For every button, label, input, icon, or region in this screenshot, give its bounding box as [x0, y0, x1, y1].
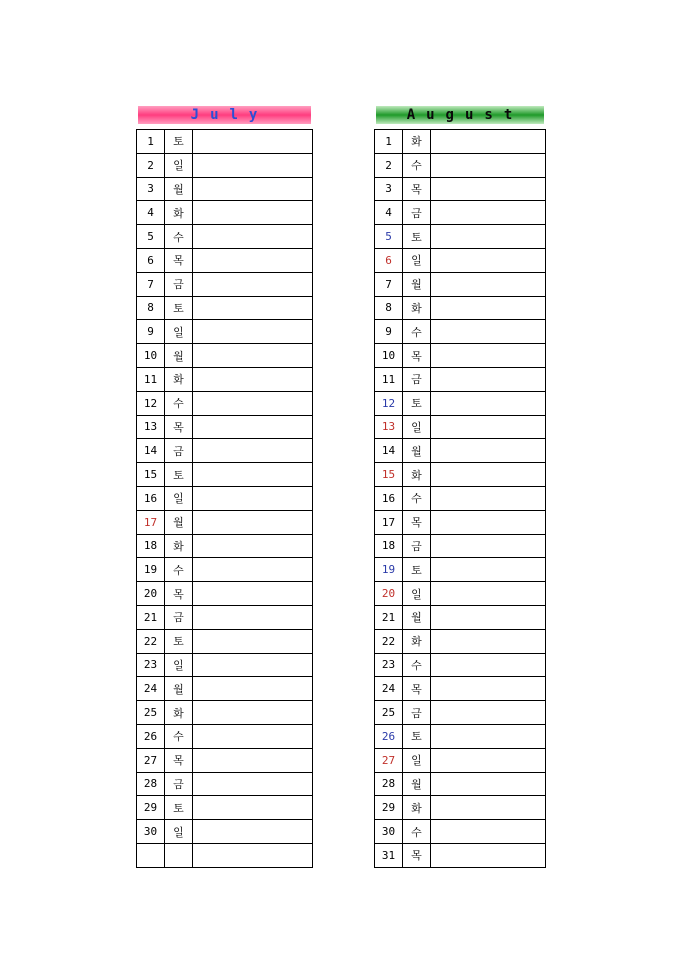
- august-table: [374, 129, 546, 868]
- weekday: 월: [403, 605, 431, 629]
- memo-cell[interactable]: [193, 272, 313, 296]
- date-number: 13: [137, 415, 165, 439]
- weekday: 금: [165, 439, 193, 463]
- memo-cell[interactable]: [431, 653, 546, 677]
- table-row: [375, 367, 546, 391]
- date-number: 18: [137, 534, 165, 558]
- memo-cell[interactable]: [193, 558, 313, 582]
- memo-cell[interactable]: [193, 463, 313, 487]
- weekday: 수: [403, 820, 431, 844]
- memo-cell[interactable]: [193, 439, 313, 463]
- memo-cell[interactable]: [193, 486, 313, 510]
- date-number: 15: [137, 463, 165, 487]
- july-calendar: [136, 106, 313, 868]
- weekday: 금: [165, 272, 193, 296]
- weekday: 월: [165, 344, 193, 368]
- memo-cell[interactable]: [431, 272, 546, 296]
- date-number: 29: [137, 796, 165, 820]
- date-number: 16: [375, 486, 403, 510]
- date-number: 5: [375, 225, 403, 249]
- table-row: [137, 153, 313, 177]
- date-number: 12: [137, 391, 165, 415]
- date-number: 22: [137, 629, 165, 653]
- weekday: [165, 843, 193, 867]
- table-row: [375, 415, 546, 439]
- table-row: [137, 748, 313, 772]
- date-number: 25: [375, 701, 403, 725]
- memo-cell[interactable]: [431, 843, 546, 867]
- date-number: 11: [375, 367, 403, 391]
- date-number: 21: [137, 605, 165, 629]
- table-row: [375, 582, 546, 606]
- weekday: 금: [403, 201, 431, 225]
- weekday: 월: [165, 510, 193, 534]
- table-row: [375, 510, 546, 534]
- table-row: [137, 296, 313, 320]
- table-row: [137, 677, 313, 701]
- memo-cell[interactable]: [431, 820, 546, 844]
- weekday: 금: [403, 701, 431, 725]
- memo-cell[interactable]: [431, 558, 546, 582]
- date-number: 22: [375, 629, 403, 653]
- weekday: 목: [403, 177, 431, 201]
- table-row: [375, 391, 546, 415]
- memo-cell[interactable]: [193, 130, 313, 154]
- date-number: 24: [137, 677, 165, 701]
- table-row: [137, 558, 313, 582]
- date-number: 27: [137, 748, 165, 772]
- weekday: 토: [165, 296, 193, 320]
- weekday: 일: [403, 748, 431, 772]
- weekday: 수: [165, 724, 193, 748]
- memo-cell[interactable]: [193, 843, 313, 867]
- memo-cell[interactable]: [193, 677, 313, 701]
- date-number: 13: [375, 415, 403, 439]
- table-row: [137, 653, 313, 677]
- table-row: [375, 701, 546, 725]
- weekday: 화: [403, 796, 431, 820]
- weekday: 토: [403, 724, 431, 748]
- memo-cell[interactable]: [431, 677, 546, 701]
- memo-cell[interactable]: [431, 320, 546, 344]
- table-row: [375, 772, 546, 796]
- table-row: [137, 843, 313, 867]
- table-row: [375, 677, 546, 701]
- table-row: [375, 248, 546, 272]
- date-number: 7: [375, 272, 403, 296]
- weekday: 월: [403, 439, 431, 463]
- weekday: 일: [165, 320, 193, 344]
- table-row: [375, 463, 546, 487]
- table-row: [375, 225, 546, 249]
- weekday: 목: [403, 344, 431, 368]
- date-number: 26: [137, 724, 165, 748]
- memo-cell[interactable]: [193, 367, 313, 391]
- weekday: 금: [403, 367, 431, 391]
- date-number: 6: [137, 248, 165, 272]
- weekday: 목: [165, 582, 193, 606]
- weekday: 수: [403, 153, 431, 177]
- memo-cell[interactable]: [431, 510, 546, 534]
- table-row: [137, 796, 313, 820]
- date-number: 14: [375, 439, 403, 463]
- table-row: [137, 629, 313, 653]
- table-row: [137, 701, 313, 725]
- date-number: 20: [137, 582, 165, 606]
- memo-cell[interactable]: [193, 796, 313, 820]
- memo-cell[interactable]: [431, 296, 546, 320]
- weekday: 일: [403, 248, 431, 272]
- august-header: August: [376, 106, 544, 124]
- table-row: [375, 796, 546, 820]
- table-row: [375, 201, 546, 225]
- date-number: 20: [375, 582, 403, 606]
- date-number: 28: [375, 772, 403, 796]
- date-number: 18: [375, 534, 403, 558]
- weekday: 토: [403, 391, 431, 415]
- date-number: 19: [137, 558, 165, 582]
- weekday: 월: [165, 177, 193, 201]
- memo-cell[interactable]: [431, 201, 546, 225]
- table-row: [375, 534, 546, 558]
- weekday: 수: [403, 320, 431, 344]
- memo-cell[interactable]: [431, 130, 546, 154]
- memo-cell[interactable]: [431, 796, 546, 820]
- table-row: [137, 605, 313, 629]
- date-number: 15: [375, 463, 403, 487]
- memo-cell[interactable]: [431, 582, 546, 606]
- weekday: 목: [165, 748, 193, 772]
- date-number: 4: [137, 201, 165, 225]
- weekday: 일: [165, 653, 193, 677]
- memo-cell[interactable]: [431, 225, 546, 249]
- date-number: 26: [375, 724, 403, 748]
- date-number: 2: [137, 153, 165, 177]
- date-number: 30: [375, 820, 403, 844]
- date-number: 6: [375, 248, 403, 272]
- date-number: 21: [375, 605, 403, 629]
- memo-cell[interactable]: [431, 439, 546, 463]
- weekday: 목: [403, 510, 431, 534]
- date-number: 16: [137, 486, 165, 510]
- table-row: [137, 534, 313, 558]
- memo-cell[interactable]: [193, 415, 313, 439]
- date-number: 12: [375, 391, 403, 415]
- weekday: 화: [403, 629, 431, 653]
- july-header: July: [138, 106, 311, 124]
- date-number: 10: [375, 344, 403, 368]
- date-number: 11: [137, 367, 165, 391]
- memo-cell[interactable]: [193, 510, 313, 534]
- weekday: 목: [403, 677, 431, 701]
- date-number: 27: [375, 748, 403, 772]
- table-row: [137, 415, 313, 439]
- table-row: [137, 486, 313, 510]
- weekday: 수: [403, 653, 431, 677]
- weekday: 목: [165, 248, 193, 272]
- table-row: [137, 177, 313, 201]
- weekday: 화: [165, 367, 193, 391]
- memo-cell[interactable]: [431, 629, 546, 653]
- memo-cell[interactable]: [431, 463, 546, 487]
- table-row: [137, 510, 313, 534]
- table-row: [137, 344, 313, 368]
- weekday: 화: [403, 130, 431, 154]
- date-number: 9: [137, 320, 165, 344]
- date-number: 28: [137, 772, 165, 796]
- memo-cell[interactable]: [193, 724, 313, 748]
- weekday: 화: [165, 534, 193, 558]
- date-number: 25: [137, 701, 165, 725]
- weekday: 일: [403, 582, 431, 606]
- memo-cell[interactable]: [193, 534, 313, 558]
- table-row: [375, 820, 546, 844]
- weekday: 목: [165, 415, 193, 439]
- weekday: 토: [165, 130, 193, 154]
- table-row: [375, 748, 546, 772]
- weekday: 수: [165, 225, 193, 249]
- table-row: [375, 130, 546, 154]
- weekday: 토: [403, 225, 431, 249]
- weekday: 일: [403, 415, 431, 439]
- table-row: [137, 130, 313, 154]
- date-number: 3: [137, 177, 165, 201]
- date-number: 5: [137, 225, 165, 249]
- memo-cell[interactable]: [193, 153, 313, 177]
- memo-cell[interactable]: [193, 320, 313, 344]
- date-number: 23: [137, 653, 165, 677]
- weekday: 일: [165, 820, 193, 844]
- memo-cell[interactable]: [431, 153, 546, 177]
- memo-cell[interactable]: [193, 225, 313, 249]
- weekday: 일: [165, 153, 193, 177]
- date-number: 8: [137, 296, 165, 320]
- memo-cell[interactable]: [193, 177, 313, 201]
- weekday: 토: [165, 629, 193, 653]
- table-row: [375, 320, 546, 344]
- memo-cell[interactable]: [431, 367, 546, 391]
- memo-cell[interactable]: [193, 582, 313, 606]
- weekday: 월: [403, 272, 431, 296]
- date-number: 10: [137, 344, 165, 368]
- table-row: [137, 320, 313, 344]
- memo-cell[interactable]: [431, 486, 546, 510]
- table-row: [375, 653, 546, 677]
- august-calendar: [374, 106, 546, 868]
- memo-cell[interactable]: [431, 534, 546, 558]
- date-number: 30: [137, 820, 165, 844]
- weekday: 금: [165, 605, 193, 629]
- weekday: 수: [403, 486, 431, 510]
- table-row: [375, 558, 546, 582]
- date-number: 1: [375, 130, 403, 154]
- table-row: [137, 439, 313, 463]
- weekday: 일: [165, 486, 193, 510]
- weekday: 토: [403, 558, 431, 582]
- weekday: 금: [165, 772, 193, 796]
- date-number: 17: [137, 510, 165, 534]
- table-row: [375, 344, 546, 368]
- date-number: [137, 843, 165, 867]
- memo-cell[interactable]: [193, 748, 313, 772]
- weekday: 월: [165, 677, 193, 701]
- memo-cell[interactable]: [193, 391, 313, 415]
- table-row: [137, 463, 313, 487]
- table-row: [137, 772, 313, 796]
- date-number: 29: [375, 796, 403, 820]
- table-row: [375, 605, 546, 629]
- weekday: 월: [403, 772, 431, 796]
- date-number: 31: [375, 843, 403, 867]
- weekday: 화: [403, 463, 431, 487]
- table-row: [137, 201, 313, 225]
- memo-cell[interactable]: [431, 748, 546, 772]
- table-row: [137, 391, 313, 415]
- july-table: [136, 129, 313, 868]
- memo-cell[interactable]: [193, 629, 313, 653]
- date-number: 19: [375, 558, 403, 582]
- table-row: [375, 272, 546, 296]
- date-number: 23: [375, 653, 403, 677]
- table-row: [137, 248, 313, 272]
- memo-cell[interactable]: [193, 344, 313, 368]
- weekday: 토: [165, 463, 193, 487]
- table-row: [137, 582, 313, 606]
- table-row: [375, 843, 546, 867]
- weekday: 금: [403, 534, 431, 558]
- memo-cell[interactable]: [193, 201, 313, 225]
- date-number: 7: [137, 272, 165, 296]
- table-row: [375, 153, 546, 177]
- memo-cell[interactable]: [431, 772, 546, 796]
- memo-cell[interactable]: [431, 391, 546, 415]
- memo-cell[interactable]: [193, 248, 313, 272]
- date-number: 14: [137, 439, 165, 463]
- memo-cell[interactable]: [431, 701, 546, 725]
- table-row: [375, 724, 546, 748]
- weekday: 화: [403, 296, 431, 320]
- table-row: [137, 820, 313, 844]
- table-row: [375, 177, 546, 201]
- date-number: 8: [375, 296, 403, 320]
- table-row: [137, 272, 313, 296]
- date-number: 9: [375, 320, 403, 344]
- weekday: 수: [165, 391, 193, 415]
- table-row: [137, 225, 313, 249]
- table-row: [375, 439, 546, 463]
- memo-cell[interactable]: [193, 820, 313, 844]
- memo-cell[interactable]: [431, 344, 546, 368]
- memo-cell[interactable]: [431, 415, 546, 439]
- weekday: 화: [165, 701, 193, 725]
- date-number: 3: [375, 177, 403, 201]
- memo-cell[interactable]: [193, 605, 313, 629]
- memo-cell[interactable]: [431, 724, 546, 748]
- memo-cell[interactable]: [431, 177, 546, 201]
- table-row: [375, 486, 546, 510]
- date-number: 2: [375, 153, 403, 177]
- memo-cell[interactable]: [431, 248, 546, 272]
- weekday: 목: [403, 843, 431, 867]
- memo-cell[interactable]: [193, 296, 313, 320]
- weekday: 수: [165, 558, 193, 582]
- date-number: 4: [375, 201, 403, 225]
- date-number: 17: [375, 510, 403, 534]
- table-row: [137, 724, 313, 748]
- table-row: [137, 367, 313, 391]
- memo-cell[interactable]: [431, 605, 546, 629]
- table-row: [375, 629, 546, 653]
- memo-cell[interactable]: [193, 772, 313, 796]
- date-number: 1: [137, 130, 165, 154]
- memo-cell[interactable]: [193, 653, 313, 677]
- weekday: 화: [165, 201, 193, 225]
- weekday: 토: [165, 796, 193, 820]
- table-row: [375, 296, 546, 320]
- date-number: 24: [375, 677, 403, 701]
- memo-cell[interactable]: [193, 701, 313, 725]
